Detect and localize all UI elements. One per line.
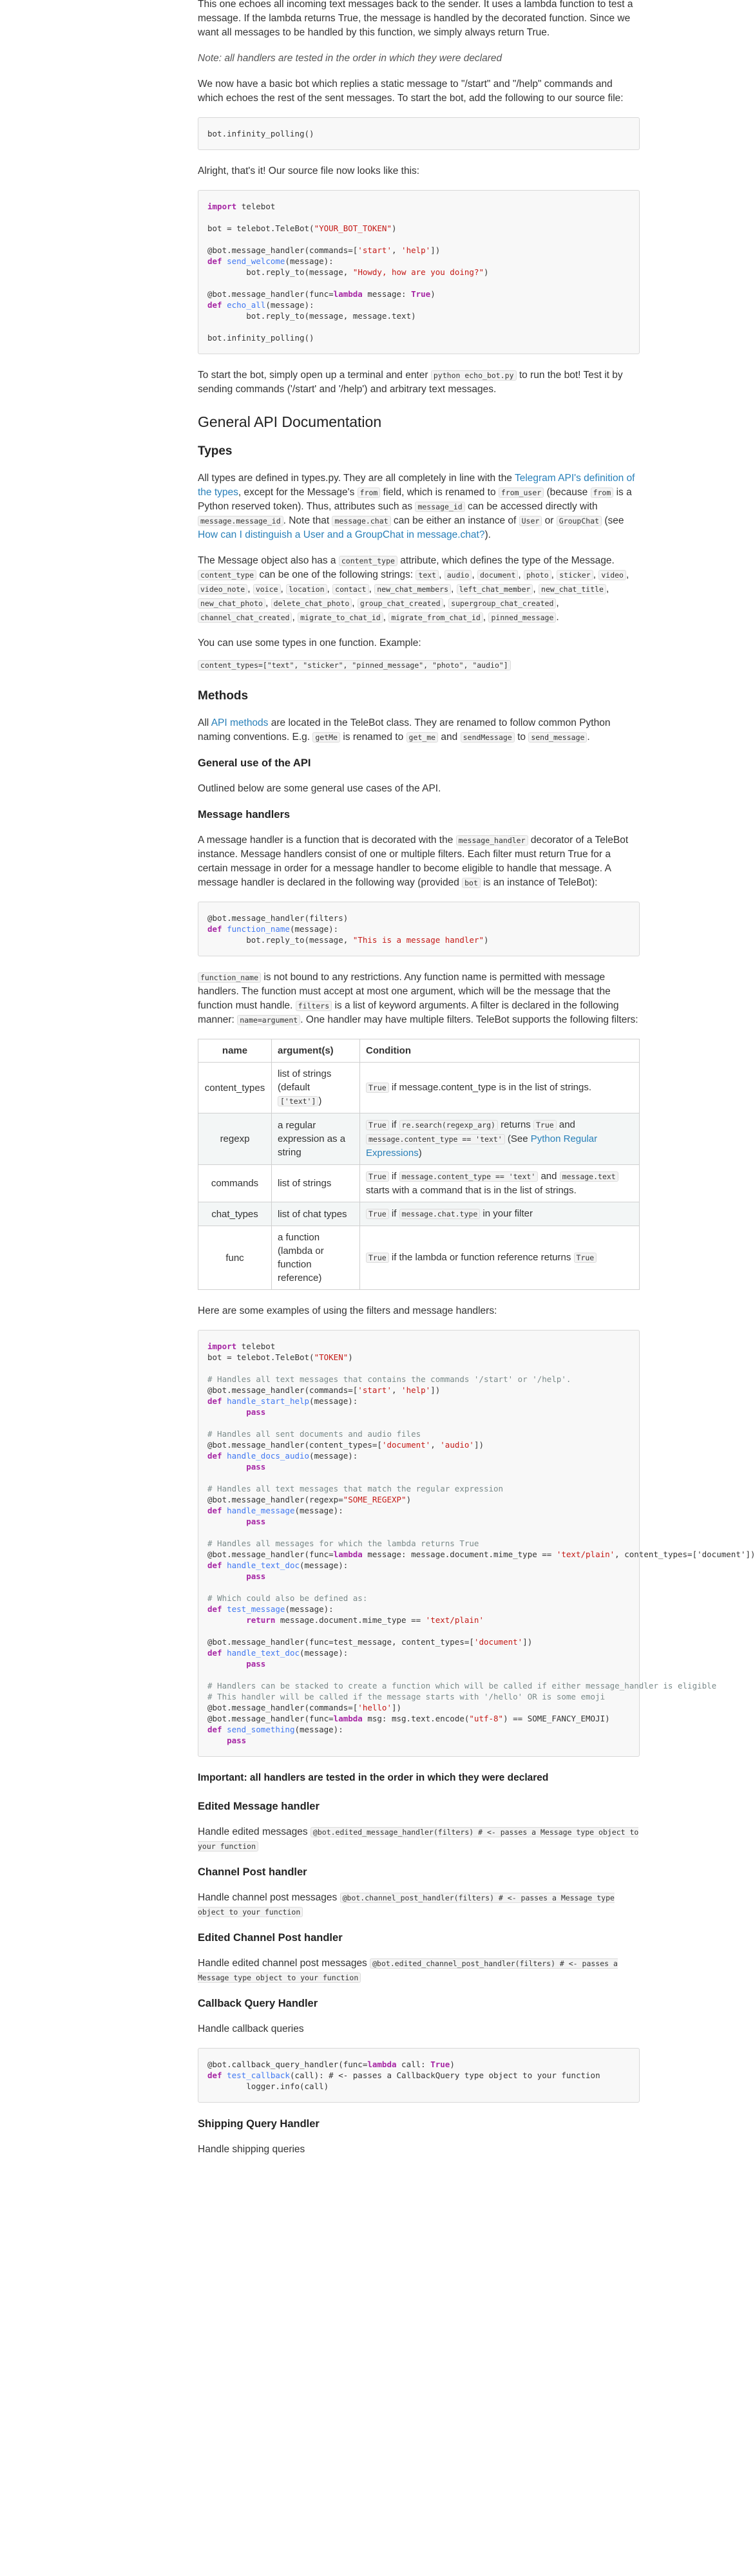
code-comment: # Handles all messages for which the lambda returns True [207,1539,479,1548]
code-token: (message): [294,1506,343,1515]
code-string: 'help' [401,1385,431,1395]
table-header: name [198,1039,272,1063]
code-function: function_name [227,924,290,934]
inline-code: True [574,1253,597,1263]
filter-name: func [198,1226,272,1290]
table-header-row [198,1039,640,1063]
code-string: "utf-8" [469,1714,504,1723]
code-token: (message): [289,924,339,934]
code-token: message: [362,289,412,299]
code-keyword: def [207,924,222,934]
inline-code: getMe [312,732,340,743]
filter-name: content_types [198,1063,272,1113]
code-token [222,1648,227,1658]
section-title-general-use: General use of the API [198,757,311,769]
code-string: 'help' [401,245,431,255]
code-token: ) == SOME_FANCY_EMOJI) [503,1714,610,1723]
code-keyword: def [207,1648,222,1658]
filter-argument: list of strings [272,1165,360,1202]
code-token: ) [348,1352,353,1362]
code-token: message: message.document.mime_type == [362,1549,557,1559]
code-keyword: lambda [333,1549,363,1559]
code-keyword: def [207,2070,222,2080]
user-groupchat-link[interactable]: How can I distinguish a User and a GroupChat in message.chat? [198,529,485,540]
code-token: msg: msg.text.encode( [362,1714,470,1723]
code-keyword: pass [246,1462,266,1472]
code-keyword: pass [227,1736,247,1745]
code-string: 'document' [381,1440,431,1450]
inline-code: message.content_type == 'text' [399,1171,539,1182]
table-row [198,1113,640,1165]
code-token [207,1517,246,1526]
inline-code: message.content_type == 'text' [366,1134,505,1144]
inline-code: sendMessage [461,732,515,743]
code-function: handle_text_doc [227,1560,300,1570]
code-function: send_welcome [227,256,285,266]
code-token: (message): [300,1648,349,1658]
code-token: @bot.message_handler(filters) [207,913,349,923]
filter-argument: list of chat types [272,1202,360,1226]
inline-code: function_name [198,972,261,983]
content-type-code: audio [444,570,472,580]
section-title-api: General API Documentation [198,413,382,430]
code-function: handle_message [227,1506,295,1515]
code-function: handle_docs_audio [227,1451,310,1461]
inline-code: ['text'] [278,1096,318,1106]
inline-code: True [366,1120,389,1130]
filter-condition: True if the lambda or function reference returns True [360,1226,640,1290]
inline-code: from [358,488,381,498]
code-keyword: lambda [333,289,363,299]
types-example-paragraph: You can use some types in one function. Example: [198,638,421,649]
code-token: ]) [473,1440,484,1450]
code-string: "SOME_REGEXP" [343,1495,406,1504]
code-token: , [391,1385,402,1395]
code-token: (call): # <- passes a CallbackQuery type object to your function [289,2070,600,2080]
code-token: , content_types=['document']) [615,1549,755,1559]
content-type-code: group_chat_created [358,598,443,609]
code-token: @bot.message_handler(commands=[ [207,245,358,255]
code-token: (message): [265,300,314,310]
filter-condition: True if re.search(regexp_arg) returns True and message.content_type == 'text' (See Python Regular Expressions) [360,1113,640,1165]
content-type-code: pinned_message [488,612,556,623]
code-function: test_callback [227,2070,290,2080]
important-note: Important: all handlers are tested in the order in which they were declared [198,1772,549,1783]
inline-code: True [366,1083,389,1093]
code-function: handle_text_doc [227,1648,300,1658]
message-handler-paragraph: A message handler is a function that is decorated with the message_handler decorator of a TeleBot instance. Message handlers consist of one or multiple filters. Each filter must return True for a certain message in order for a message handler to become eligible to handle that message. A message handler is declared in the following way (provided bot is an instance of TeleBot): [198,835,629,888]
inline-code: content_type [339,556,397,566]
inline-code: filters [296,1001,332,1011]
inline-code: @bot.edited_channel_post_handler(filters) # <- passes a Message type object to your function [198,1959,618,1982]
content-type-code: migrate_to_chat_id [298,612,383,623]
section-title-methods: Methods [198,689,249,703]
section-title-edited-message: Edited Message handler [198,1801,320,1812]
basic-bot-paragraph: We now have a basic bot which replies a static message to "/start" and "/help" commands and which echoes the rest of the sent messages. To start the bot, add the following to our source file: [198,79,624,104]
inline-code: User [519,516,542,526]
content-type-code: migrate_from_chat_id [388,612,483,623]
code-block-handler-decl [198,902,640,956]
code-keyword: pass [246,1571,266,1581]
code-string: 'hello' [358,1703,392,1712]
code-keyword: pass [246,1659,266,1669]
inline-code: @bot.channel_post_handler(filters) # <- passes a Message type object to your function [198,1893,615,1917]
code-token: bot.infinity_polling() [207,333,314,343]
inline-code: message.chat [332,516,390,526]
code-block-polling [198,117,640,150]
telegram-api-types-link[interactable]: Telegram API's definition of the types [198,473,635,498]
section-title-edited-channel-post: Edited Channel Post handler [198,1932,343,1944]
docs-content [198,0,755,2168]
code-token: @bot.message_handler(func= [207,1714,334,1723]
code-token: ) [484,267,489,277]
code-string: 'text/plain' [556,1549,615,1559]
code-token: ]) [430,245,441,255]
code-string: 'document' [473,1637,523,1647]
general-use-paragraph: Outlined below are some general use cases of the API. [198,783,441,794]
code-token [207,1615,246,1625]
filter-name: commands [198,1165,272,1202]
inline-code: True [533,1120,557,1130]
content-type-code: delete_chat_photo [271,598,352,609]
code-token: bot.reply_to(message, message.text) [246,311,416,321]
examples-intro-paragraph: Here are some examples of using the filters and message handlers: [198,1305,497,1316]
edited-message-paragraph: Handle edited messages @bot.edited_message_handler(filters) # <- passes a Message type object to your function [198,1826,639,1851]
methods-paragraph: All API methods are located in the TeleBot class. They are renamed to follow common Python naming conventions. E.g. getMe is renamed to get_me and sendMessage to send_message . [198,717,611,743]
shipping-query-paragraph: Handle shipping queries [198,2144,305,2155]
inline-code: message.text [560,1171,618,1182]
code-comment: # Handlers can be stacked to create a function which will be called if either message_handler is eligible [207,1681,717,1690]
code-keyword: import [207,202,237,211]
content-type-code: contact [332,584,368,594]
table-row [198,1226,640,1290]
code-token: @bot.message_handler(func= [207,1549,334,1559]
api-methods-link[interactable]: API methods [211,717,269,728]
code-keyword: def [207,1725,222,1734]
section-title-shipping-query: Shipping Query Handler [198,2118,320,2130]
code-keyword: def [207,1506,222,1515]
table-row [198,1063,640,1113]
inline-code: bot [462,878,481,888]
code-token: telebot [241,202,276,211]
section-title-types: Types [198,444,233,458]
code-keyword: def [207,1604,222,1614]
code-token: ) [484,935,489,945]
code-token: bot.reply_to(message, [246,935,353,945]
code-token: bot = telebot.TeleBot( [207,1352,314,1362]
content-type-code: voice [253,584,281,594]
code-token: @bot.message_handler(func= [207,289,334,299]
inline-code: get_me [406,732,439,743]
code-token [222,1725,227,1734]
code-token: ) [450,2060,455,2069]
code-keyword: lambda [333,1714,363,1723]
code-keyword: def [207,1396,222,1406]
code-keyword: import [207,1341,237,1351]
code-token: ) [430,289,435,299]
code-token: (message): [294,1725,343,1734]
code-token: , [430,1440,441,1450]
inline-code: name=argument [237,1015,300,1025]
content-type-code: left_chat_member [457,584,533,594]
types-example-code [198,658,640,672]
table-row [198,1165,640,1202]
code-line: bot.infinity_polling() [207,129,314,138]
code-string: "TOKEN" [314,1352,349,1362]
table-header: argument(s) [272,1039,360,1063]
inline-code: message_handler [456,835,528,846]
code-block-echo-bot [198,190,640,354]
code-comment: # Which could also be defined as: [207,1593,368,1603]
code-token [207,1462,246,1472]
edited-channel-post-paragraph: Handle edited channel post messages @bot.edited_channel_post_handler(filters) # <- passes a Message type object to your function [198,1958,618,1982]
code-function: echo_all [227,300,266,310]
filter-condition: True if message.chat.type in your filter [360,1202,640,1226]
filter-condition: True if message.content_type == 'text' and message.text starts with a command that is in the list of strings. [360,1165,640,1202]
code-token: telebot [236,1341,276,1351]
inline-code: True [366,1171,389,1182]
code-keyword: pass [246,1517,266,1526]
code-string: 'text/plain' [425,1615,484,1625]
code-token: @bot.message_handler(commands=[ [207,1703,358,1712]
inline-code: send_message [528,732,587,743]
inline-code: re.search(regexp_arg) [399,1120,498,1130]
code-string: 'start' [358,1385,392,1395]
filter-condition: True if message.content_type is in the list of strings. [360,1063,640,1113]
content-type-code: location [286,584,327,594]
table-row [198,1202,640,1226]
code-token: @bot.message_handler(commands=[ [207,1385,358,1395]
code-token [207,1571,246,1581]
code-token: @bot.message_handler(content_types=[ [207,1440,382,1450]
code-token: ) [406,1495,412,1504]
filter-name: regexp [198,1113,272,1165]
code-token: (message): [285,1604,334,1614]
filters-table [198,1039,640,1290]
code-comment: # Handles all sent documents and audio files [207,1429,421,1439]
filter-argument: a function (lambda or function reference) [272,1226,360,1290]
filter-name: chat_types [198,1202,272,1226]
code-function: test_message [227,1604,285,1614]
code-token [222,1451,227,1461]
inline-code: python echo_bot.py [431,370,517,381]
inline-code: content_type [198,570,256,580]
code-token [207,1407,246,1417]
inline-code: @bot.edited_message_handler(filters) # <- passes a Message type object to your function [198,1828,639,1851]
alright-paragraph: Alright, that's it! Our source file now looks like this: [198,166,420,176]
code-token: , [391,245,402,255]
code-function: handle_start_help [227,1396,310,1406]
code-string: "This is a message handler" [352,935,484,945]
content-type-code: supergroup_chat_created [448,598,556,609]
code-token: @bot.message_handler(func=test_message, content_types=[ [207,1637,474,1647]
code-token: ]) [391,1703,402,1712]
content-type-list: text , audio , document , photo , sticker , video , video_note , voice , location , contact , new_chat_members , left_chat_member , new_chat_title , new_chat_photo , delete_chat_photo , group_chat_created , supergroup_chat_created , channel_chat_created , migrate_to_chat_id , migrate_from_chat_id , pinned_message . [198,569,629,623]
code-token: (message): [309,1396,358,1406]
code-token: (message): [309,1451,358,1461]
code-token: ]) [430,1385,441,1395]
code-token: bot = telebot.TeleBot( [207,223,314,233]
code-keyword: def [207,256,222,266]
inline-code: from [591,488,614,498]
section-title-channel-post: Channel Post handler [198,1866,307,1878]
code-token: ]) [522,1637,533,1647]
code-comment: # This handler will be called if the message starts with '/hello' OR is some emoji [207,1692,606,1701]
content-type-code: channel_chat_created [198,612,292,623]
code-comment: # Handles all text messages that match the regular expression [207,1484,504,1493]
inline-code: message.chat.type [399,1209,481,1219]
code-string: 'audio' [440,1440,474,1450]
code-token: call: [396,2060,431,2069]
code-keyword: True [411,289,431,299]
code-comment: # Handles all text messages that contains the commands '/start' or '/help'. [207,1374,571,1384]
code-token: ) [392,223,397,233]
code-token [222,1560,227,1570]
code-function: send_something [227,1725,295,1734]
content-type-code: photo [524,570,551,580]
section-title-callback-query: Callback Query Handler [198,1998,318,2009]
code-string: 'start' [358,245,392,255]
code-token [207,1659,246,1669]
code-keyword: pass [246,1407,266,1417]
inline-code: content_types=["text", "sticker", "pinned_message", "photo", "audio"] [198,660,511,670]
content-type-code: text [416,570,439,580]
start-bot-paragraph: To start the bot, simply open up a terminal and enter python echo_bot.py to run the bot! Test it by sending commands ('/start' and '/help') and arbitrary text messages. [198,370,623,395]
section-title-message-handlers: Message handlers [198,809,291,820]
python-regex-link[interactable]: Python Regular Expressions [366,1133,598,1159]
content-type-code: document [477,570,518,580]
content-type-paragraph: The Message object also has a content_type attribute, which defines the type of the Message. content_type can be one of the following strings: text , audio , document , photo , sticker , video , video_note , voice , location , contact , new_chat_members , left_chat_member , new_chat_title , new_chat_photo , delete_chat_photo , group_chat_created , supergroup_chat_created , channel_chat_created , migrate_to_chat_id , migrate_from_chat_id , pinned_message . [198,555,629,623]
code-token: @bot.message_handler(regexp= [207,1495,343,1504]
content-type-code: video_note [198,584,247,594]
handler-order-note: Note: all handlers are tested in the order in which they were declared [198,53,502,64]
code-string: "YOUR_BOT_TOKEN" [314,223,392,233]
code-token [222,1506,227,1515]
inline-code: GroupChat [557,516,602,526]
content-type-code: new_chat_members [374,584,451,594]
types-paragraph: All types are defined in types.py. They are all completely in line with the Telegram API's definition of the types, except for the Message's from field, which is renamed to from_user (because from is a Python reserved token). Thus, attributes such as message_id can be accessed directly with message.message_id . Note that message.chat can be either an instance of User or GroupChat (see How can I distinguish a User and a GroupChat in message.chat?). [198,473,635,540]
callback-query-paragraph: Handle callback queries [198,2023,304,2034]
code-token [222,1396,227,1406]
code-keyword: def [207,1451,222,1461]
code-token [222,1604,227,1614]
table-header: Condition [360,1039,640,1063]
code-token: @bot.callback_query_handler(func= [207,2060,368,2069]
code-keyword: def [207,1560,222,1570]
code-block-examples [198,1330,755,1757]
channel-post-paragraph: Handle channel post messages @bot.channel_post_handler(filters) # <- passes a Message type object to your function [198,1892,615,1917]
function-name-paragraph: function_name is not bound to any restrictions. Any function name is permitted with message handlers. The function must accept at most one argument, which will be the message that the function must handle. filters is a list of keyword arguments. A filter is declared in the following manner: name=argument . One handler may have multiple filters. TeleBot supports the following filters: [198,972,638,1025]
inline-code: from_user [499,488,544,498]
code-keyword: def [207,300,222,310]
code-token: message.document.mime_type == [275,1615,426,1625]
code-token: (message): [300,1560,349,1570]
code-keyword: lambda [367,2060,397,2069]
inline-code: True [366,1253,389,1263]
inline-code: message_id [415,502,464,512]
content-type-code: video [598,570,626,580]
content-type-code: new_chat_photo [198,598,265,609]
filter-argument: list of strings (default ['text'] ) [272,1063,360,1113]
content-type-code: new_chat_title [539,584,606,594]
code-token: logger.info(call) [246,2081,329,2091]
code-string: "Howdy, how are you doing?" [352,267,484,277]
code-token: (message): [285,256,334,266]
code-token: bot.reply_to(message, [246,267,353,277]
filter-argument: a regular expression as a string [272,1113,360,1165]
content-type-code: sticker [557,570,593,580]
echo-paragraph: This one echoes all incoming text messages back to the sender. It uses a lambda function to test a message. If the lambda returns True, the message is handled by the decorated function. Since we want all messages to be handled by this function, we simply always return True. [198,0,633,38]
code-block-callback [198,2048,640,2103]
inline-code: message.message_id [198,516,283,526]
code-keyword: return [246,1615,276,1625]
code-token [207,1736,227,1745]
inline-code: True [366,1209,389,1219]
code-keyword: True [430,2060,450,2069]
